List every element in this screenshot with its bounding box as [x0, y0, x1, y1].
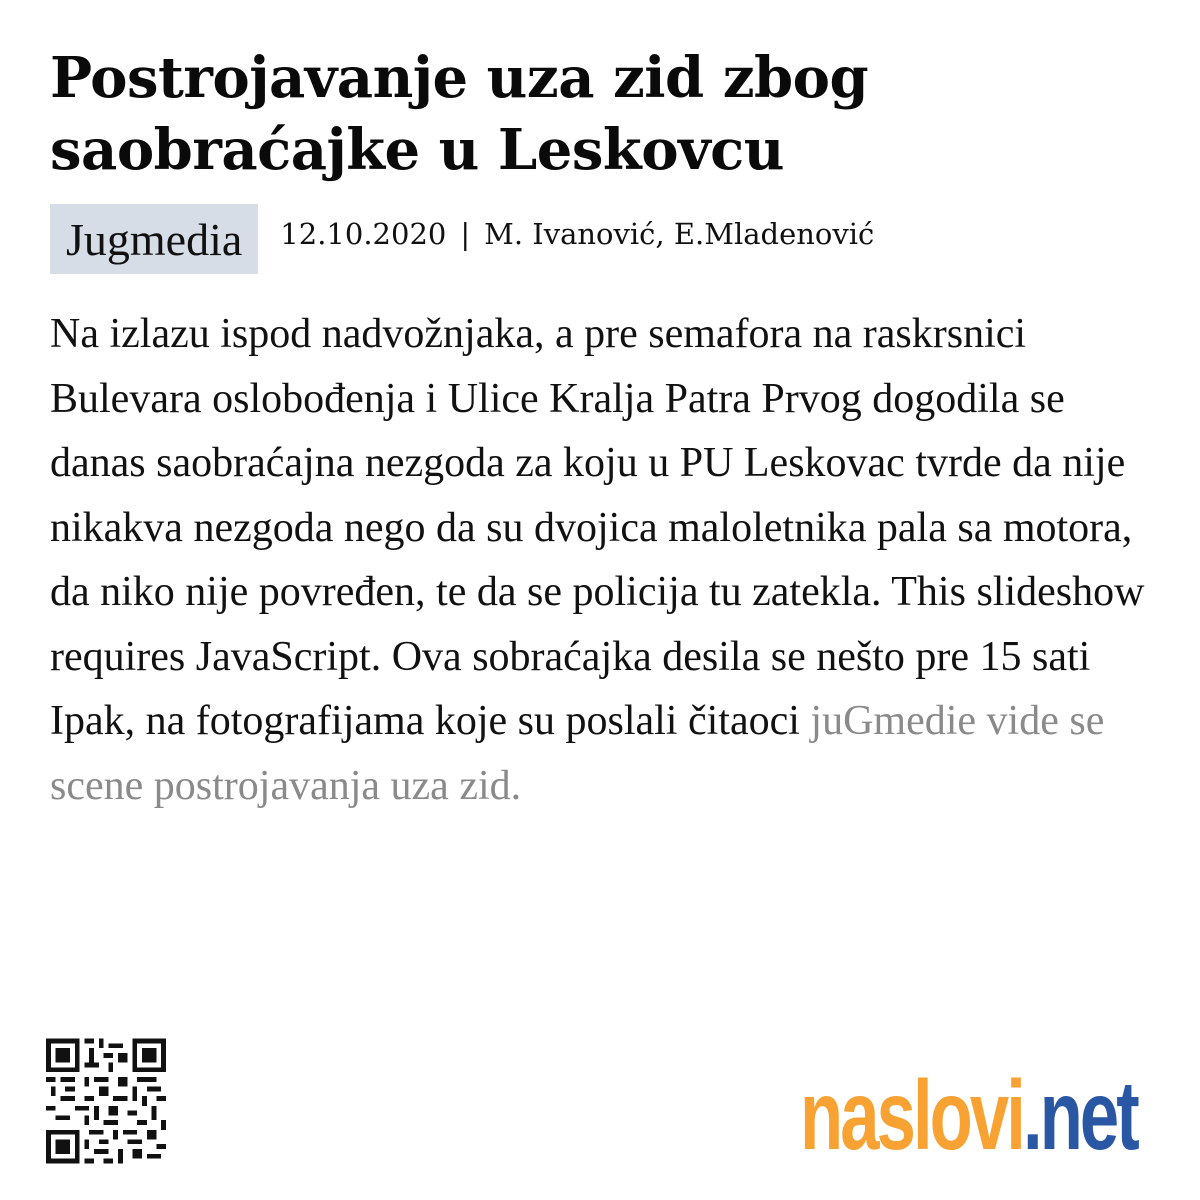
authors: M. Ivanović, E.Mladenović [484, 217, 875, 251]
headline[interactable]: Postrojavanje uza zid zbog saobraćajke u Leskovcu [50, 45, 869, 183]
meta-separator: | [460, 217, 471, 251]
article-body-text: Na izlazu ispod nadvožnjaka, a pre semafora na raskrsnici Bulevara oslobođenja i Ulice Kralja Patra Prvog dogodila se danas saobraćajna nezgoda za koju u PU Leskovac tvrde da nije nikakva nezgoda nego da su dvojica maloletnika pala sa motora, da niko nije povređen, te da se policija tu zatekla. This slideshow requires JavaScript. Ova sobraćajka desila se nešto pre 15 sati Ipak, na fotografijama koje su poslali čitaoci [50, 311, 1145, 744]
logo-text-naslovi: naslovi [800, 1060, 1023, 1170]
article-body [50, 302, 1160, 818]
qr-code-icon[interactable] [46, 1038, 166, 1164]
site-logo[interactable] [800, 1060, 1137, 1170]
article-card [50, 42, 1160, 818]
source-badge[interactable]: Jugmedia [50, 204, 258, 274]
meta-line [280, 217, 874, 251]
article-meta [50, 204, 1160, 274]
logo-text-net: .net [1022, 1060, 1137, 1170]
publish-date: 12.10.2020 [280, 217, 447, 251]
article-body-faded: juGmedie vide se scene postrojavanja uza zid. [50, 698, 1105, 809]
